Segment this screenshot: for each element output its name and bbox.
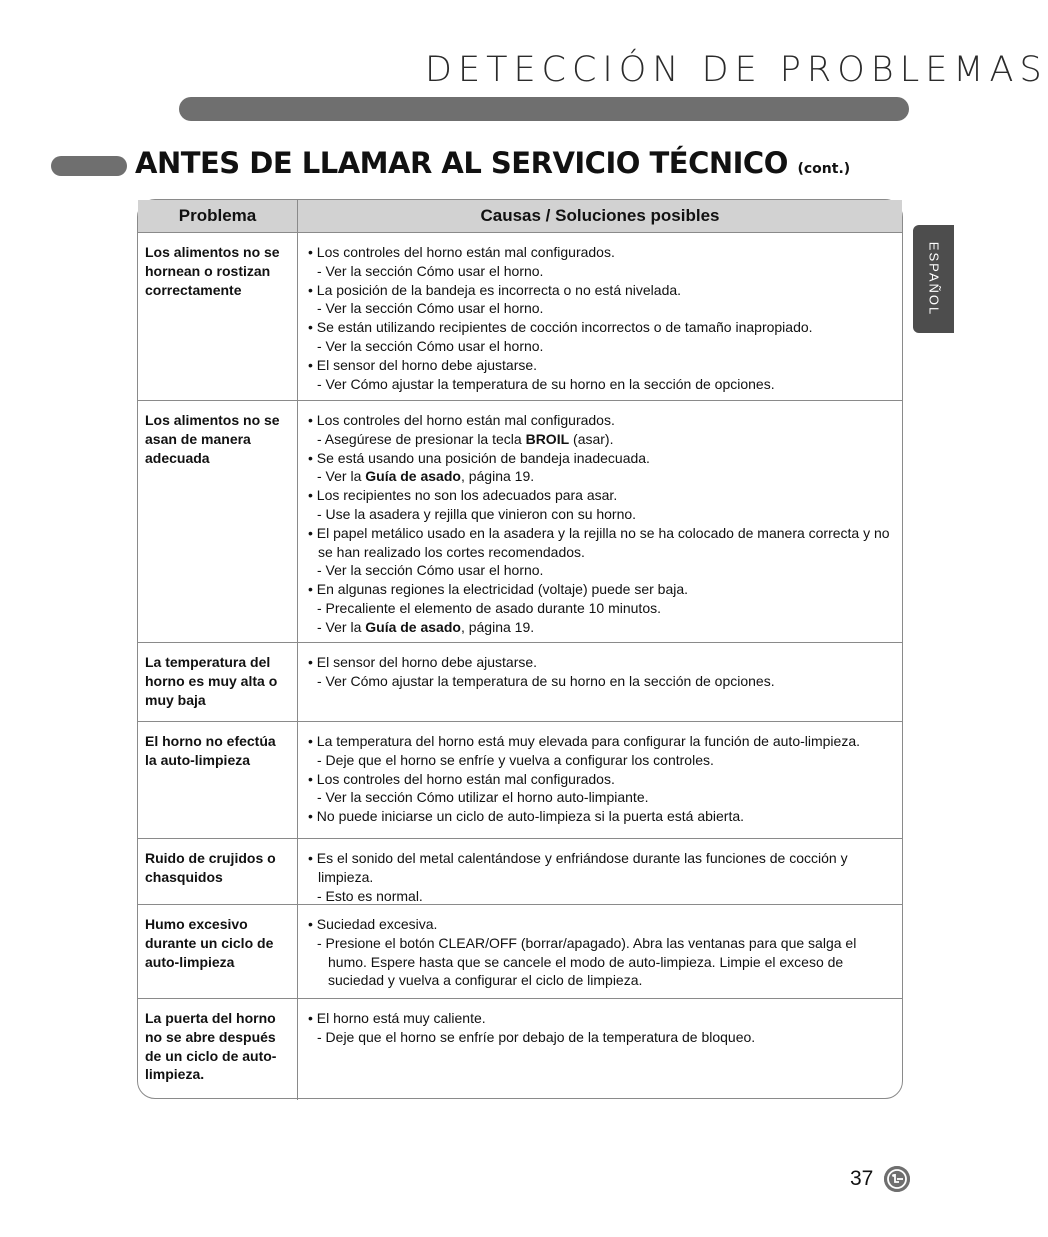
- page-number: 37: [850, 1167, 874, 1190]
- table-header: [138, 200, 902, 233]
- line-text: • La temperatura del horno está muy elevada para configurar la función de auto-limpieza.: [308, 733, 861, 749]
- line-text: • Se están utilizando recipientes de cocción incorrectos o de tamaño inapropiado.: [308, 319, 813, 336]
- line-text: - Ver la sección Cómo usar el horno.: [317, 300, 544, 317]
- section-marker-pill: [51, 156, 127, 176]
- line-text: • Es el sonido del metal calentándose y enfriándose durante las funciones de cocción y limpieza.: [308, 850, 848, 885]
- line-text: • No puede iniciarse un ciclo de auto-limpieza si la puerta está abierta.: [308, 808, 745, 825]
- line-emphasis: Guía de asado: [365, 468, 461, 485]
- header-causes: Causas / Soluciones posibles: [480, 206, 720, 225]
- cause-item: [308, 281, 894, 300]
- causes-cell: [298, 722, 902, 838]
- cause-item: [308, 318, 894, 337]
- line-emphasis: Guía de asado: [365, 618, 461, 635]
- problem-cell: Los alimentos no se hornean o rostizan correctamente: [138, 233, 298, 400]
- language-tab: [913, 225, 954, 333]
- problem-cell: La puerta del horno no se abre después de un ciclo de auto-limpieza.: [138, 999, 298, 1100]
- line-text: - Ver Cómo ajustar la temperatura de su horno en la sección de opciones.: [317, 375, 775, 392]
- line-text: • Suciedad excesiva.: [308, 916, 438, 932]
- solution-item: [308, 618, 894, 637]
- cause-item: [308, 1009, 894, 1028]
- problem-cell: El horno no efectúa la auto-limpieza: [138, 722, 298, 838]
- line-text: - Ver la sección Cómo usar el horno.: [317, 262, 544, 279]
- solution-item: [308, 599, 894, 618]
- line-text: - Ver Cómo ajustar la temperatura de su horno en la sección de opciones.: [317, 672, 775, 689]
- cause-item: [308, 411, 894, 430]
- line-text: • Se está usando una posición de bandeja inadecuada.: [308, 449, 650, 466]
- problem-cell: Ruido de crujidos o chasquidos: [138, 839, 298, 904]
- solution-item: [308, 561, 894, 580]
- table-row: [138, 643, 902, 722]
- solution-item: [308, 672, 894, 691]
- solution-item: [308, 788, 894, 807]
- troubleshooting-table: [137, 199, 903, 1099]
- solution-item: [308, 375, 894, 394]
- table-row: [138, 401, 902, 643]
- line-text-after: (asar).: [569, 430, 614, 447]
- line-text: • Los controles del horno están mal configurados.: [308, 244, 615, 260]
- cause-item: [308, 356, 894, 375]
- solution-item: [308, 751, 894, 770]
- solution-item: [308, 934, 894, 990]
- problem-cell: Humo excesivo durante un ciclo de auto-limpieza: [138, 905, 298, 998]
- line-text: • La posición de la bandeja es incorrecta o no está nivelada.: [308, 281, 682, 298]
- lg-logo-icon: [884, 1166, 910, 1192]
- cause-item: [308, 807, 894, 826]
- line-emphasis: BROIL: [525, 430, 570, 447]
- line-text: - Asegúrese de presionar la tecla: [317, 430, 526, 447]
- table-row: [138, 233, 902, 401]
- solution-item: [308, 467, 894, 486]
- causes-cell: [298, 999, 902, 1100]
- line-text: - Precaliente el elemento de asado durante 10 minutos.: [317, 599, 661, 616]
- table-row: [138, 999, 902, 1100]
- header-problem: Problema: [138, 200, 298, 232]
- causes-cell: [298, 839, 902, 904]
- line-text: • El sensor del horno debe ajustarse.: [308, 356, 538, 373]
- section-heading: [135, 146, 850, 180]
- solution-item: [308, 299, 894, 318]
- section-heading-cont: (cont.): [797, 161, 851, 177]
- cause-item: [308, 770, 894, 789]
- table-body: [138, 233, 902, 1100]
- cause-item: [308, 915, 894, 934]
- line-text: • En algunas regiones la electricidad (voltaje) puede ser baja.: [308, 581, 689, 598]
- line-text-after: , página 19.: [460, 468, 535, 485]
- line-text: • Los recipientes no son los adecuados para asar.: [308, 487, 618, 504]
- cause-item: [308, 580, 894, 599]
- line-text: - Ver la sección Cómo usar el horno.: [317, 562, 544, 579]
- solution-item: [308, 337, 894, 356]
- line-text: • El papel metálico usado en la asadera y la rejilla no se ha colocado de manera correcta y no se han realizado los cortes recomendados.: [308, 524, 890, 560]
- causes-cell: [298, 233, 902, 400]
- line-text: • Los controles del horno están mal configurados.: [308, 770, 615, 787]
- cause-item: [308, 243, 894, 262]
- line-text: • Los controles del horno están mal configurados.: [308, 412, 615, 428]
- table-row: [138, 722, 902, 839]
- solution-item: [308, 262, 894, 281]
- line-text: - Deje que el horno se enfríe y vuelva a configurar los controles.: [317, 751, 714, 768]
- solution-item: [308, 505, 894, 524]
- line-text: - Deje que el horno se enfríe por debajo de la temperatura de bloqueo.: [317, 1028, 756, 1045]
- line-text: • El sensor del horno debe ajustarse.: [308, 654, 538, 670]
- line-text: - Esto es normal.: [317, 887, 423, 904]
- solution-item: [308, 887, 894, 906]
- table-row: [138, 839, 902, 905]
- section-heading-text: ANTES DE LLAMAR AL SERVICIO TÉCNICO: [135, 146, 788, 180]
- line-text: - Ver la: [317, 618, 366, 635]
- causes-cell: [298, 401, 902, 642]
- line-text: - Ver la sección Cómo usar el horno.: [317, 337, 544, 354]
- language-tab-label: ESPAÑOL: [926, 241, 941, 317]
- line-text-after: , página 19.: [460, 618, 535, 635]
- table-row: [138, 905, 902, 999]
- causes-cell: [298, 905, 902, 998]
- cause-item: [308, 849, 894, 887]
- cause-item: [308, 524, 894, 562]
- problem-cell: La temperatura del horno es muy alta o muy baja: [138, 643, 298, 721]
- line-text: - Ver la: [317, 468, 366, 485]
- cause-item: [308, 653, 894, 672]
- line-text: • El horno está muy caliente.: [308, 1010, 486, 1026]
- cause-item: [308, 449, 894, 468]
- cause-item: [308, 732, 894, 751]
- cause-item: [308, 486, 894, 505]
- title-underline-bar: [179, 97, 909, 121]
- solution-item: [308, 1028, 894, 1047]
- line-text: - Presione el botón CLEAR/OFF (borrar/apagado). Abra las ventanas para que salga el humo. Espere hasta que se cancele el modo de auto-limpieza. Limpie el exceso de suciedad y vuelva a configurar el ciclo de limpieza.: [317, 934, 857, 989]
- solution-item: [308, 430, 894, 449]
- line-text: - Ver la sección Cómo utilizar el horno auto-limpiante.: [317, 789, 649, 806]
- page-title: DETECCIÓN DE PROBLEMAS: [425, 50, 1048, 90]
- line-text: - Use la asadera y rejilla que vinieron con su horno.: [317, 505, 637, 522]
- causes-cell: [298, 643, 902, 721]
- problem-cell: Los alimentos no se asan de manera adecuada: [138, 401, 298, 642]
